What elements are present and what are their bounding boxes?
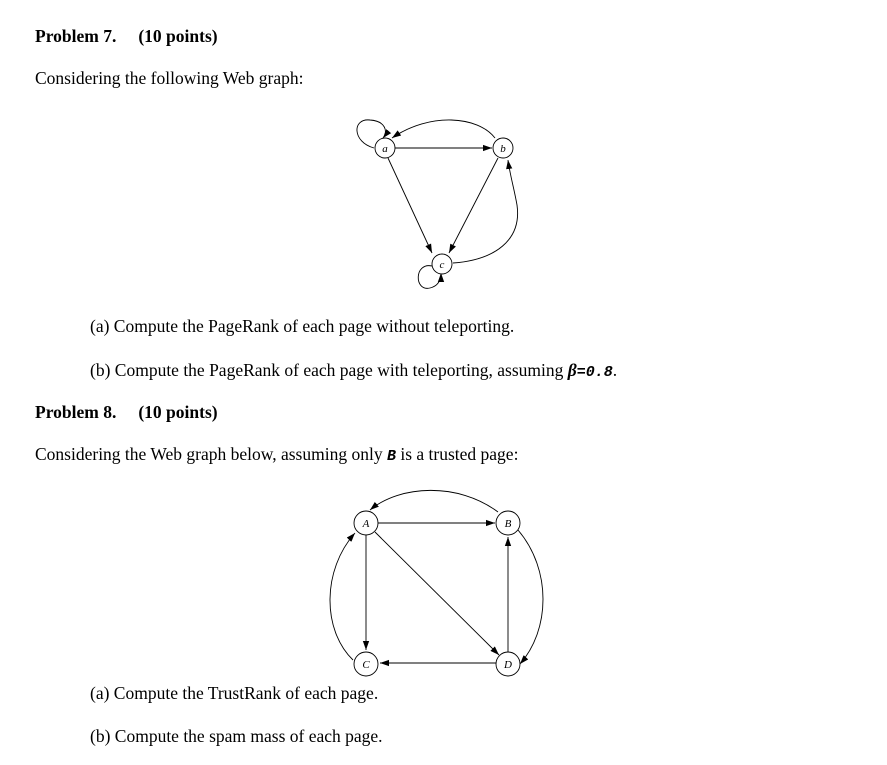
problem7-title: Problem 7.: [35, 26, 117, 46]
edge-B-D: [518, 530, 543, 664]
node-B-label: B: [504, 518, 512, 530]
edge-B-A: [370, 490, 498, 512]
node-a-label: a: [382, 143, 388, 155]
problem8-part-b: (b) Compute the spam mass of each page.: [90, 726, 383, 746]
problem8-intro-text: Considering the Web graph below, assuming only: [35, 444, 387, 464]
problem8-part-a: (a) Compute the TrustRank of each page.: [90, 683, 379, 703]
node-b-label: b: [500, 143, 506, 155]
beta-symbol: β: [567, 360, 577, 380]
node-C: [354, 652, 378, 676]
node-D: [496, 652, 520, 676]
edge-C-A: [330, 533, 355, 660]
node-b: [493, 138, 513, 158]
node-c: [432, 254, 452, 274]
node-c-label: c: [439, 259, 445, 271]
problem8-points: (10 points): [138, 402, 218, 422]
node-C-label: C: [362, 659, 370, 671]
problem8-intro: [35, 443, 518, 468]
problem7-part-a: (a) Compute the PageRank of each page without teleporting.: [90, 316, 515, 336]
edge-a-c: [388, 158, 432, 253]
problem7-points: (10 points): [138, 26, 218, 46]
beta-value: =0.8: [576, 364, 613, 381]
problem7-intro: Considering the following Web graph:: [35, 68, 304, 88]
problem7-part-b-text: (b) Compute the PageRank of each page with teleporting, assuming: [90, 360, 568, 380]
node-D-label: D: [504, 659, 512, 671]
node-A-label: A: [362, 518, 370, 530]
edge-c-b: [453, 160, 518, 263]
trusted-node: B: [386, 448, 396, 465]
node-B: [496, 511, 520, 535]
problem7-part-b: [90, 359, 617, 384]
edge-A-D: [375, 532, 499, 655]
problem7-part-b-end: .: [612, 360, 618, 380]
problem8-title: Problem 8.: [35, 402, 117, 422]
edge-b-a: [392, 120, 495, 138]
problem8-heading: [35, 401, 218, 423]
node-a: [375, 138, 395, 158]
node-A: [354, 511, 378, 535]
edge-b-c: [449, 158, 498, 253]
problem8-intro-end: is a trusted page:: [395, 444, 519, 464]
